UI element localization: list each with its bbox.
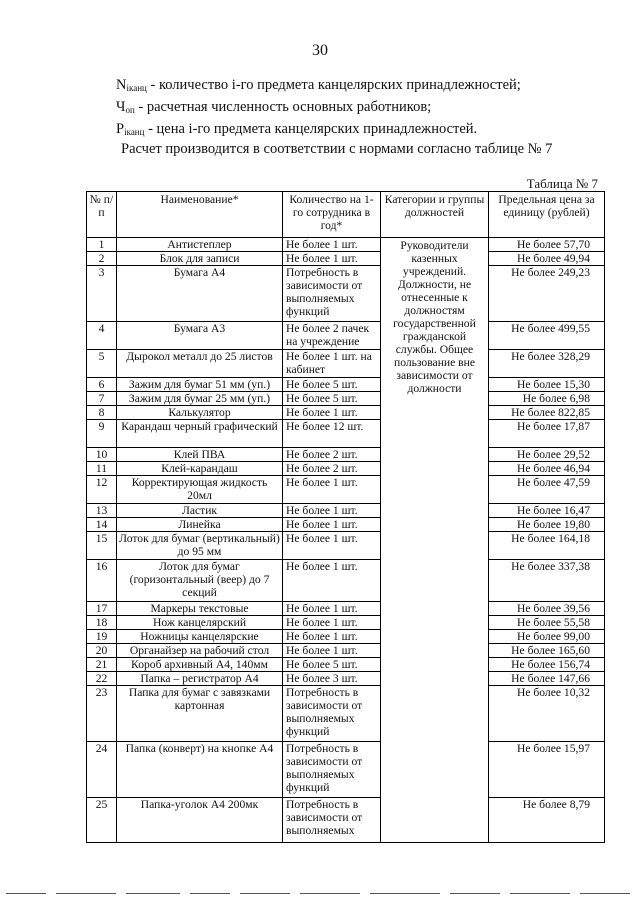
item-name: Папка – регистратор А4: [117, 672, 283, 686]
table-row: [87, 462, 605, 476]
item-quantity: Не более 1 шт.: [283, 616, 381, 630]
item-quantity: Не более 2 шт.: [283, 462, 381, 476]
item-name: Папка-уголок А4 200мк: [117, 798, 283, 843]
header-number: № п/п: [87, 192, 117, 238]
table-row: [87, 266, 605, 322]
row-number: 24: [87, 742, 117, 798]
table-row: [87, 476, 605, 504]
page-number: 30: [312, 42, 328, 59]
item-price: Не более 8,79: [489, 798, 605, 843]
table-row: [87, 238, 605, 252]
item-price: Не более 10,32: [489, 686, 605, 742]
item-quantity: Не более 3 шт.: [283, 672, 381, 686]
item-name: Ножницы канцелярские: [117, 630, 283, 644]
item-name: Дырокол металл до 25 листов: [117, 350, 283, 378]
item-name: Папка (конверт) на кнопке А4: [117, 742, 283, 798]
item-name: Карандаш черный графический: [117, 420, 283, 448]
item-price: Не более 6,98: [489, 392, 605, 406]
item-quantity: Не более 1 шт.: [283, 630, 381, 644]
row-number: 10: [87, 448, 117, 462]
item-quantity: Не более 2 пачек на учреждение: [283, 322, 381, 350]
header-quantity: Количество на 1-го сотрудника в год*: [283, 192, 381, 238]
item-quantity: Не более 1 шт.: [283, 476, 381, 504]
item-quantity: Не более 1 шт.: [283, 238, 381, 252]
item-quantity: Не более 1 шт.: [283, 532, 381, 560]
item-price: Не более 822,85: [489, 406, 605, 420]
header-price: Предельная цена за единицу (рублей): [489, 192, 605, 238]
definition-line: $P_{iканц}$ - цена i-го предмета канцелярских принадлежностей.: [116, 121, 478, 137]
row-number: 12: [87, 476, 117, 504]
row-number: 25: [87, 798, 117, 843]
item-name: Лоток для бумаг (горизонтальный (веер) до 7 секций: [117, 560, 283, 602]
definition-line: $Ч_{оп}$ - расчетная численность основных работников;: [116, 99, 432, 115]
item-name: Лоток для бумаг (вертикальный) до 95 мм: [117, 532, 283, 560]
item-price: Не более 15,30: [489, 378, 605, 392]
item-quantity: Не более 1 шт.: [283, 252, 381, 266]
item-price: Не более 99,00: [489, 630, 605, 644]
item-name: Ластик: [117, 504, 283, 518]
table-row: [87, 672, 605, 686]
item-quantity: Не более 1 шт.: [283, 518, 381, 532]
item-price: Не более 328,29: [489, 350, 605, 378]
item-price: Не более 49,94: [489, 252, 605, 266]
item-name: Папка для бумаг с завязками картонная: [117, 686, 283, 742]
table-row: [87, 378, 605, 392]
row-number: 9: [87, 420, 117, 448]
item-quantity: Не более 5 шт.: [283, 392, 381, 406]
item-quantity: Не более 12 шт.: [283, 420, 381, 448]
item-name: Корректирующая жидкость 20мл: [117, 476, 283, 504]
item-price: Не более 29,52: [489, 448, 605, 462]
table-row: [87, 560, 605, 602]
item-name: Калькулятор: [117, 406, 283, 420]
table-row: [87, 602, 605, 616]
row-number: 14: [87, 518, 117, 532]
item-price: Не более 16,47: [489, 504, 605, 518]
table-row: [87, 406, 605, 420]
definitions: [116, 76, 576, 142]
category-cell-continued: [381, 420, 489, 843]
item-price: Не более 57,70: [489, 238, 605, 252]
row-number: 7: [87, 392, 117, 406]
table-caption: Таблица № 7: [526, 176, 598, 191]
row-number: 11: [87, 462, 117, 476]
item-quantity: Не более 1 шт.: [283, 644, 381, 658]
item-name: Клей-карандаш: [117, 462, 283, 476]
item-name: Линейка: [117, 518, 283, 532]
table-row: [87, 798, 605, 843]
header-category: Категории и группы должностей: [381, 192, 489, 238]
item-price: Не более 47,59: [489, 476, 605, 504]
item-name: Блок для записи: [117, 252, 283, 266]
item-quantity: Не более 5 шт.: [283, 378, 381, 392]
table-row: [87, 448, 605, 462]
item-name: Антистеплер: [117, 238, 283, 252]
table-row: [87, 742, 605, 798]
item-quantity: Не более 1 шт.: [283, 504, 381, 518]
table-row: [87, 518, 605, 532]
row-number: 20: [87, 644, 117, 658]
table-row: [87, 392, 605, 406]
table-row: [87, 616, 605, 630]
row-number: 3: [87, 266, 117, 322]
row-number: 18: [87, 616, 117, 630]
row-number: 22: [87, 672, 117, 686]
item-name: Органайзер на рабочий стол: [117, 644, 283, 658]
item-price: Не более 15,97: [489, 742, 605, 798]
table-row: [87, 644, 605, 658]
item-price: Не более 39,56: [489, 602, 605, 616]
row-number: 4: [87, 322, 117, 350]
item-price: Не более 46,94: [489, 462, 605, 476]
item-quantity: Не более 1 шт.: [283, 602, 381, 616]
row-number: 13: [87, 504, 117, 518]
table-row: [87, 322, 605, 350]
row-number: 19: [87, 630, 117, 644]
table-row: [87, 630, 605, 644]
header-name: Наименование*: [117, 192, 283, 238]
row-number: 15: [87, 532, 117, 560]
item-price: Не более 147,66: [489, 672, 605, 686]
row-number: 8: [87, 406, 117, 420]
table-header-row: [87, 192, 605, 238]
row-number: 5: [87, 350, 117, 378]
item-quantity: Не более 1 шт. на кабинет: [283, 350, 381, 378]
row-number: 16: [87, 560, 117, 602]
item-price: Не более 165,60: [489, 644, 605, 658]
item-price: Не более 499,55: [489, 322, 605, 350]
definition-line: $N_{iканц}$ - количество i-го предмета канцелярских принадлежностей;: [116, 77, 521, 93]
item-name: Короб архивный А4, 140мм: [117, 658, 283, 672]
item-name: Бумага А4: [117, 266, 283, 322]
item-price: Не более 249,23: [489, 266, 605, 322]
item-name: Бумага А3: [117, 322, 283, 350]
item-price: Не более 337,38: [489, 560, 605, 602]
row-number: 1: [87, 238, 117, 252]
item-price: Не более 19,80: [489, 518, 605, 532]
item-quantity: Потребность в зависимости от выполняемых функций: [283, 686, 381, 742]
table-body: [87, 238, 605, 843]
item-name: Зажим для бумаг 51 мм (уп.): [117, 378, 283, 392]
table-row: [87, 504, 605, 518]
row-number: 21: [87, 658, 117, 672]
item-quantity: Не более 2 шт.: [283, 448, 381, 462]
item-name: Маркеры текстовые: [117, 602, 283, 616]
item-price: Не более 156,74: [489, 658, 605, 672]
item-quantity: Не более 5 шт.: [283, 658, 381, 672]
row-number: 6: [87, 378, 117, 392]
table-row: [87, 252, 605, 266]
table-row: [87, 350, 605, 378]
row-number: 2: [87, 252, 117, 266]
item-quantity: Не более 1 шт.: [283, 560, 381, 602]
basis-paragraph: Расчет производится в соответствии с нормами согласно таблице № 7: [121, 141, 553, 157]
item-quantity: Потребность в зависимости от выполняемых: [283, 798, 381, 843]
table-row: [87, 532, 605, 560]
item-name: Нож канцелярский: [117, 616, 283, 630]
page-bottom-rule: [0, 893, 640, 897]
table-row: [87, 686, 605, 742]
item-price: Не более 55,58: [489, 616, 605, 630]
item-name: Клей ПВА: [117, 448, 283, 462]
item-quantity: Не более 1 шт.: [283, 406, 381, 420]
table-row: [87, 420, 605, 448]
item-price: Не более 164,18: [489, 532, 605, 560]
stationery-norms-table: [86, 191, 605, 843]
table-row: [87, 658, 605, 672]
item-price: Не более 17,87: [489, 420, 605, 448]
category-cell: Руководители казенных учреждений. Должности, не отнесенные к должностям государственной гражданской службы. Общее пользование вне зависимости от должности: [381, 238, 489, 420]
row-number: 17: [87, 602, 117, 616]
item-quantity: Потребность в зависимости от выполняемых функций: [283, 266, 381, 322]
row-number: 23: [87, 686, 117, 742]
item-quantity: Потребность в зависимости от выполняемых функций: [283, 742, 381, 798]
item-name: Зажим для бумаг 25 мм (уп.): [117, 392, 283, 406]
